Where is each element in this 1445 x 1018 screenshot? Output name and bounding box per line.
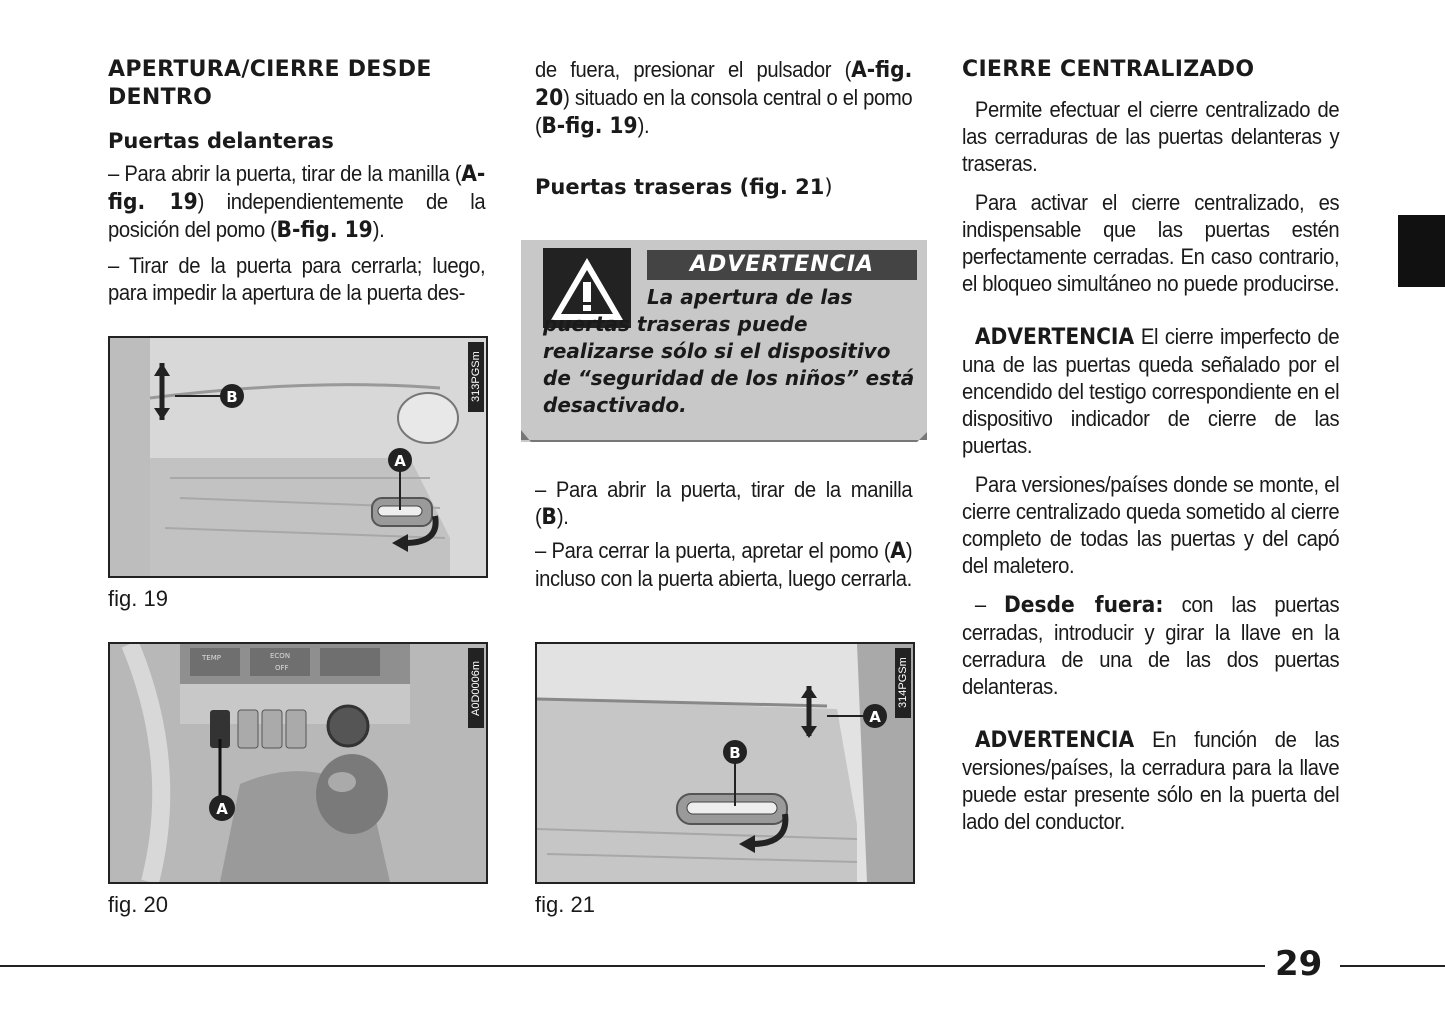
column-1 (108, 56, 486, 306)
figure-20-image (108, 642, 488, 884)
paragraph-abrir-delantera: – Para abrir la puerta, tirar de la manilla (A-fig. 19) independientemente de la posición del pomo (B-fig. 19). (108, 161, 486, 243)
paragraph-cerrar-delantera: – Tirar de la puerta para cerrarla; luego, para impedir la apertura de la puerta des- (108, 253, 486, 305)
fig19-label-a: A (394, 452, 406, 470)
paragraph-desde-fuera: – Desde fuera: con las puertas cerradas, introducir y girar la llave en la cerradura de una de las dos puertas delanteras. (962, 592, 1340, 699)
section-heading-cierre: CIERRE CENTRALIZADO (962, 57, 1255, 82)
page-number: 29 (1275, 944, 1323, 984)
paragraph-versiones: Para versiones/países donde se monte, el cierre centralizado queda sometido al cierre completo de todas las puertas y del capó del maletero. (962, 472, 1340, 578)
paragraph-abrir-trasera: – Para abrir la puerta, tirar de la manilla (B). (535, 477, 913, 530)
fig20-panel-off: OFF (275, 664, 289, 672)
fig21-code: 314PGSm (895, 648, 911, 718)
paragraph-permite: Permite efectuar el cierre centralizado de las cerraduras de las puertas delanteras y traseras. (962, 97, 1340, 176)
fig20-code: A0D0006m (468, 648, 484, 728)
column-2 (535, 56, 913, 200)
column-3 (962, 56, 1340, 835)
warning-title: ADVERTENCIA (647, 250, 917, 280)
footer-rule-right (1340, 965, 1445, 967)
footer-rule-left (0, 965, 1265, 967)
fig19-code: 313PGSm (468, 342, 484, 412)
fig20-panel-econ: ECON (270, 652, 291, 660)
fig20-caption: fig. 20 (108, 892, 168, 917)
subheading-puertas-delanteras: Puertas delanteras (108, 129, 334, 153)
section-heading-apertura: APERTURA/CIERRE DESDE DENTRO (108, 57, 432, 110)
fig21-label-a: A (869, 708, 881, 726)
fig21-caption: fig. 21 (535, 892, 595, 917)
subheading-puertas-traseras: Puertas traseras (fig. 21) (535, 175, 833, 199)
column-2-lower (535, 476, 913, 592)
figure-19-image (108, 336, 488, 578)
fig21-label-b: B (729, 744, 741, 762)
fig19-caption: fig. 19 (108, 586, 168, 611)
paragraph-cerrar-trasera: – Para cerrar la puerta, apretar el pomo (A) incluso con la puerta abierta, luego cerrarla. (535, 538, 913, 591)
paragraph-activar: Para activar el cierre centralizado, es indispensable que las puertas estén perfectamente cerradas. En caso contrario, el bloqueo simultáneo no puede producirse. (962, 190, 1340, 296)
fig20-panel-temp: TEMP (202, 654, 221, 662)
paragraph-advertencia-2: ADVERTENCIA En función de las versiones/países, la cerradura para la llave puede estar presente sólo en la puerta del lado del conductor. (962, 727, 1340, 834)
figure-21-image (535, 642, 915, 884)
paragraph-pulsador: de fuera, presionar el pulsador (A-fig. 20) situado en la consola central o el pomo (B-fig. 19). (535, 57, 913, 139)
section-tab-marker (1398, 215, 1445, 287)
warning-text: La apertura de las puertas traseras puede realizarse sólo si el dispositivo de “seguridad de los niños” está desactivado. (543, 285, 915, 417)
warning-box (521, 240, 927, 442)
fig19-label-b: B (226, 388, 238, 406)
paragraph-advertencia-1: ADVERTENCIA El cierre imperfecto de una de las puertas queda señalado por el encendido del testigo correspondiente en el dispositivo indicador de cierre de las puertas. (962, 324, 1340, 458)
fig20-label-a: A (216, 800, 228, 818)
